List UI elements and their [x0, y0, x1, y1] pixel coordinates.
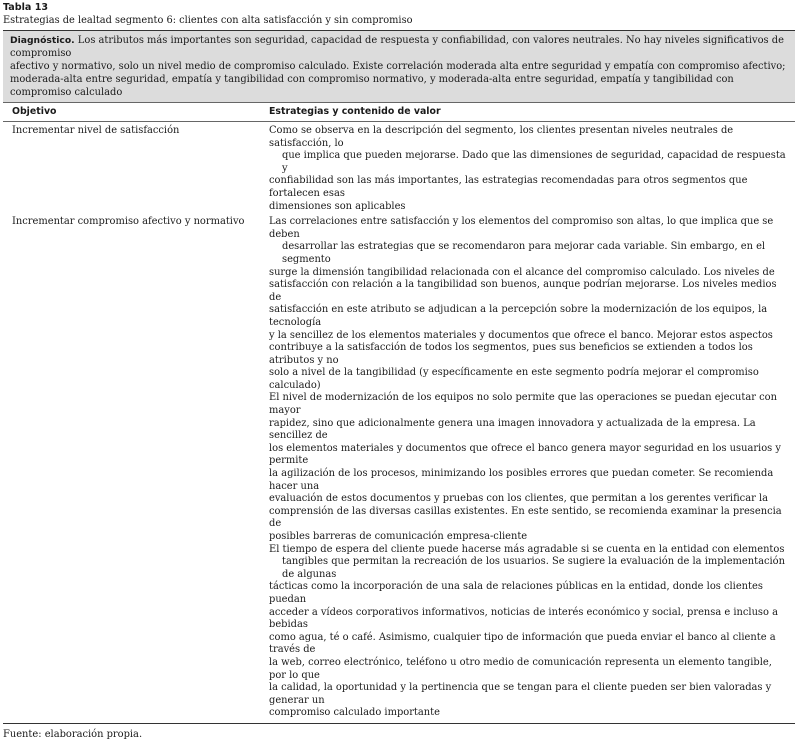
strategy-line: tácticas como la incorporación de una sala de relaciones públicas en la entidad, donde los clientes puedan — [269, 581, 763, 605]
strategy-line: la agilización de los procesos, minimizando los posibles errores que puedan cometer. Se recomienda hacer una — [269, 468, 774, 492]
strategy-line: la web, correo electrónico, teléfono u otro medio de comunicación representa un elemento tangible, por lo que — [269, 656, 772, 681]
strategy-line: Las correlaciones entre satisfacción y los elementos del compromiso son altas, lo que implica que se deben — [269, 216, 774, 240]
diagnosis-line: moderada-alta entre seguridad, empatía y tangibilidad con compromiso normativo, y moderada-alta entre seguridad, empatía y tangibilidad con compromiso calculado — [10, 74, 734, 98]
objective-cell: Incrementar compromiso afectivo y normativo — [12, 216, 245, 228]
source-note: Fuente: elaboración propia. — [3, 728, 143, 740]
strategy-line: evaluación de estos documentos y pruebas con los clientes, que permitan a los gerentes verificar la — [269, 493, 768, 505]
diagnosis-label: Diagnóstico. — [10, 35, 75, 46]
column-header-strategies: Estrategias y contenido de valor — [269, 106, 441, 117]
table-caption: Estrategias de lealtad segmento 6: clientes con alta satisfacción y sin compromiso — [3, 15, 413, 26]
strategy-line: como agua, té o café. Asimismo, cualquier tipo de información que pueda enviar el banco al cliente a través de — [269, 631, 776, 656]
strategy-line: El nivel de modernización de los equipos no solo permite que las operaciones se puedan ejecutar con mayor — [269, 392, 777, 417]
column-header-objective: Objetivo — [12, 106, 57, 117]
table-document — [3, 2, 795, 741]
strategy-line: satisfacción en este atributo se adjudican a la percepción sobre la modernización de los equipos, la tecnología — [269, 304, 768, 328]
strategy-line: tangibles que permitan la recreación de los usuarios. Se sugiere la evaluación de la implementación de algunas — [282, 556, 785, 580]
objective-cell: Incrementar nivel de satisfacción — [12, 125, 180, 136]
strategy-line: surge la dimensión tangibilidad relacionada con el alcance del compromiso calculado. Los niveles de — [269, 266, 775, 278]
strategy-line: que implica que pueden mejorarse. Dado que las dimensiones de seguridad, capacidad de respuesta y — [282, 150, 786, 174]
strategy-line: posibles barreras de comunicación empresa-cliente — [269, 531, 528, 542]
strategy-cell — [269, 216, 795, 720]
strategy-line: los elementos materiales y documentos que ofrece el banco genera mayor seguridad en los usuarios y permite — [269, 442, 781, 467]
strategy-line: acceder a vídeos corporativos informativos, noticias de interés económico y social, prensa e incluso a bebidas — [269, 606, 778, 631]
table-row — [3, 216, 795, 724]
strategy-line: contribuye a la satisfacción de todos los segmentos, pues sus beneficios se extienden a todos los atributos y no — [269, 342, 753, 366]
column-headers — [3, 102, 795, 122]
diagnosis-block — [3, 31, 795, 102]
strategy-line: rapidez, sino que adicionalmente genera una imagen innovadora y actualizada de la empresa. La sencillez de — [269, 417, 756, 442]
diagnosis-line: afectivo y normativo, solo un nivel medio de compromiso calculado. Existe correlación moderada alta entre seguridad y empatía con compromiso afectivo; — [10, 61, 786, 72]
strategy-line: desarrollar las estrategias que se recomendaron para mejorar cada variable. Sin embargo, en el segmento — [282, 241, 766, 265]
strategy-line: dimensiones son aplicables — [269, 200, 406, 212]
strategy-line: Como se observa en la descripción del segmento, los clientes presentan niveles neutrales de satisfacción, lo — [269, 125, 734, 149]
strategy-line: la calidad, la oportunidad y la pertinencia que se tengan para el cliente pueden ser bien valoradas y generar un — [269, 682, 772, 706]
strategy-line: y la sencillez de los elementos materiales y documentos que ofrece el banco. Mejorar estos aspectos — [269, 329, 773, 341]
table-row — [3, 122, 795, 216]
strategy-cell — [269, 125, 795, 213]
strategy-line: solo a nivel de la tangibilidad (y específicamente en este segmento podría mejorar el compromiso calculado) — [269, 367, 759, 391]
strategy-line: comprensión de las diversas casillas existentes. En este sentido, se recomienda examinar la presencia de — [269, 505, 782, 530]
table-frame — [3, 30, 795, 724]
strategy-line: compromiso calculado importante — [269, 707, 440, 719]
strategy-line: El tiempo de espera del cliente puede hacerse más agradable si se cuenta en la entidad con elementos — [269, 543, 785, 555]
strategy-line: satisfacción con relación a la tangibilidad son buenos, aunque podrían mejorarse. Los niveles medios de — [269, 279, 777, 303]
diagnosis-text: Los atributos más importantes son seguridad, capacidad de respuesta y confiabilidad, con valores neutrales. No hay niveles significativos de compromiso — [10, 35, 784, 59]
strategy-line: confiabilidad son las más importantes, las estrategias recomendadas para otros segmentos que fortalecen esas — [269, 175, 748, 199]
diagnosis-line — [10, 34, 791, 60]
table-number: Tabla 13 — [3, 2, 49, 13]
